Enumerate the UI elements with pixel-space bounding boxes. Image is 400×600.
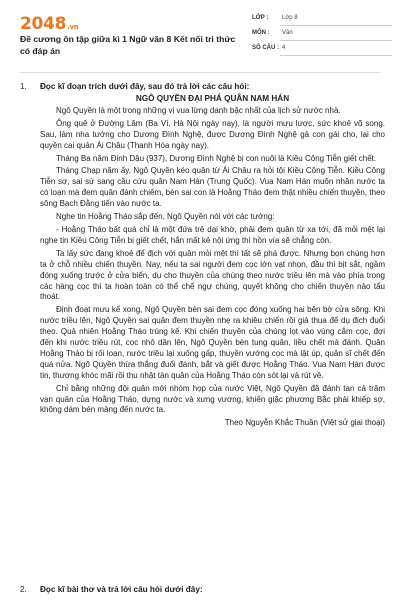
passage-paragraph: Tháng Chạp năm ấy, Ngô Quyền kéo quân từ Ái Châu ra hỏi tội Kiều Công Tiễn. Kiều Công Tiễn sợ, sai sứ sang cầu cứu quân Nam Hán (Trung Quốc). Vua Nam Hán muốn nhân nước ta có loạn mà đem quân đánh chiếm, bèn sai con là Hoằng Tháo đem thật nhiều chiến thuyền, theo sông Bạch Đằng tiến vào nước ta.	[40, 166, 385, 209]
passage-paragraph: Chỉ bằng những đội quân mới nhóm họp của nước Việt, Ngô Quyền đã đánh tan cả trăm vạn quân của Hoằng Tháo, dựng nước và xưng vương, khiến giặc phương Bắc phải khiếp sợ, không dám bén mảng đến nước ta.	[40, 383, 385, 415]
passage-paragraph: Ngô Quyền là một trong những vị vua lừng danh bậc nhất của lịch sử nước nhà.	[56, 105, 341, 115]
question-number: 2.	[20, 585, 27, 594]
header-divider	[20, 72, 380, 73]
meta-label: MÔN :	[252, 30, 270, 36]
passage-paragraph: Định đoạt mưu kế xong, Ngô Quyền bèn sai đem cọc đóng xuống hai bên bờ cửa sông. Khi nước triều lên, Ngô Quyền sai quân đem thuyền nhẹ ra khiêu chiến rồi giả thua để dụ địch đuổi theo. Quả nhiên Hoằng Tháo trúng kế. Khi chiến thuyền của chúng lọt vào vùng cắm cọc, đợi đến khi nước triều rút, cọc nhô dần lên, Ngô Quyền bèn tung quân, liều chết mà đánh. Quân Hoằng Tháo bị rối loạn, nước triều lại xuống gấp, thuyền vướng cọc mà lật úp, quân sĩ chết đến quá nửa. Ngô Quyền thừa thắng đuổi đánh, bắt và giết được Hoằng Tháo. Vua Nam Hán được tin, thương khóc mãi rồi thu nhặt tàn quân của Hoằng Tháo còn sót lại và rút về.	[40, 305, 385, 380]
passage-paragraph: Nghe tin Hoằng Tháo sắp đến, Ngô Quyền nói với các tướng:	[56, 212, 275, 222]
passage-paragraph: Ông quê ở Đường Lâm (Ba Vì, Hà Nội ngày nay), là người mưu lược, sức khoẻ võ song. Sau, làm nha tướng cho Dương Đình Nghệ, được Dương Đình Nghệ gả con gái cho, lại cho quyền cai quản Ái Châu (Thanh Hóa ngày nay).	[40, 118, 385, 150]
meta-underline	[280, 55, 392, 56]
meta-underline	[280, 25, 392, 26]
passage-paragraph: Tháng Ba năm Đinh Dậu (937), Dương Đình Nghệ bị con nuôi là Kiều Công Tiễn giết chết.	[56, 153, 377, 163]
passage-paragraph: - Hoằng Tháo bất quá chỉ là một đứa trẻ dại khờ, phải đem quân từ xa tới, đã mỏi mệt lại nghe tin Kiều Công Tiễn bị giết chết, hắn mất kẻ nội ứng thì hồn vía sẽ chẳng còn.	[40, 224, 385, 245]
passage	[40, 94, 385, 431]
document-title: Đề cương ôn tập giữa kì 1 Ngữ văn 8 Kết nối tri thức có đáp án	[20, 34, 236, 56]
site-logo[interactable]	[20, 14, 78, 34]
meta-panel	[252, 12, 392, 57]
question-prompt: Đọc kĩ đoạn trích dưới đây, sau đó trả lời các câu hỏi:	[40, 82, 250, 91]
passage-byline: Theo Nguyễn Khắc Thuần (Việt sử giai thoại)	[224, 418, 385, 428]
logo-suffix: .vn	[67, 23, 79, 31]
meta-underline	[280, 40, 392, 41]
meta-label: LỚP :	[252, 15, 269, 21]
meta-value: Văn	[282, 30, 293, 36]
passage-paragraph: Ta lấy sức đang khoẻ để địch với quân mỏi mệt thì tất sẽ phá được. Nhưng bọn chúng hơn ta ở chỗ nhiều chiến thuyền. Nay, nếu ta sai người đem cọc lớn vạt nhọn, đầu thì bịt sắt, ngầm đóng xuống trước ở cửa biển, dụ cho thuyền của chúng theo nước triều lên mà vào phía trong các hàng cọc thì ta hoàn toàn có thể chế ngự chúng, quyết không cho chiến thuyền nào tẩu thoát.	[40, 248, 385, 302]
passage-title: NGÔ QUYỀN ĐẠI PHÁ QUÂN NAM HÁN	[135, 94, 290, 103]
meta-row-count	[252, 42, 392, 57]
meta-value: 4	[282, 45, 286, 51]
question-prompt: Đọc kĩ bài thơ và trả lời câu hỏi dưới đây:	[40, 585, 203, 594]
logo-main: 2048	[20, 14, 67, 34]
meta-row-grade	[252, 12, 392, 27]
meta-value: Lớp 8	[282, 15, 298, 21]
question-number: 1.	[20, 82, 27, 91]
page-header	[0, 0, 400, 70]
meta-row-subject	[252, 27, 392, 42]
meta-label: SỐ CÂU :	[252, 45, 279, 51]
